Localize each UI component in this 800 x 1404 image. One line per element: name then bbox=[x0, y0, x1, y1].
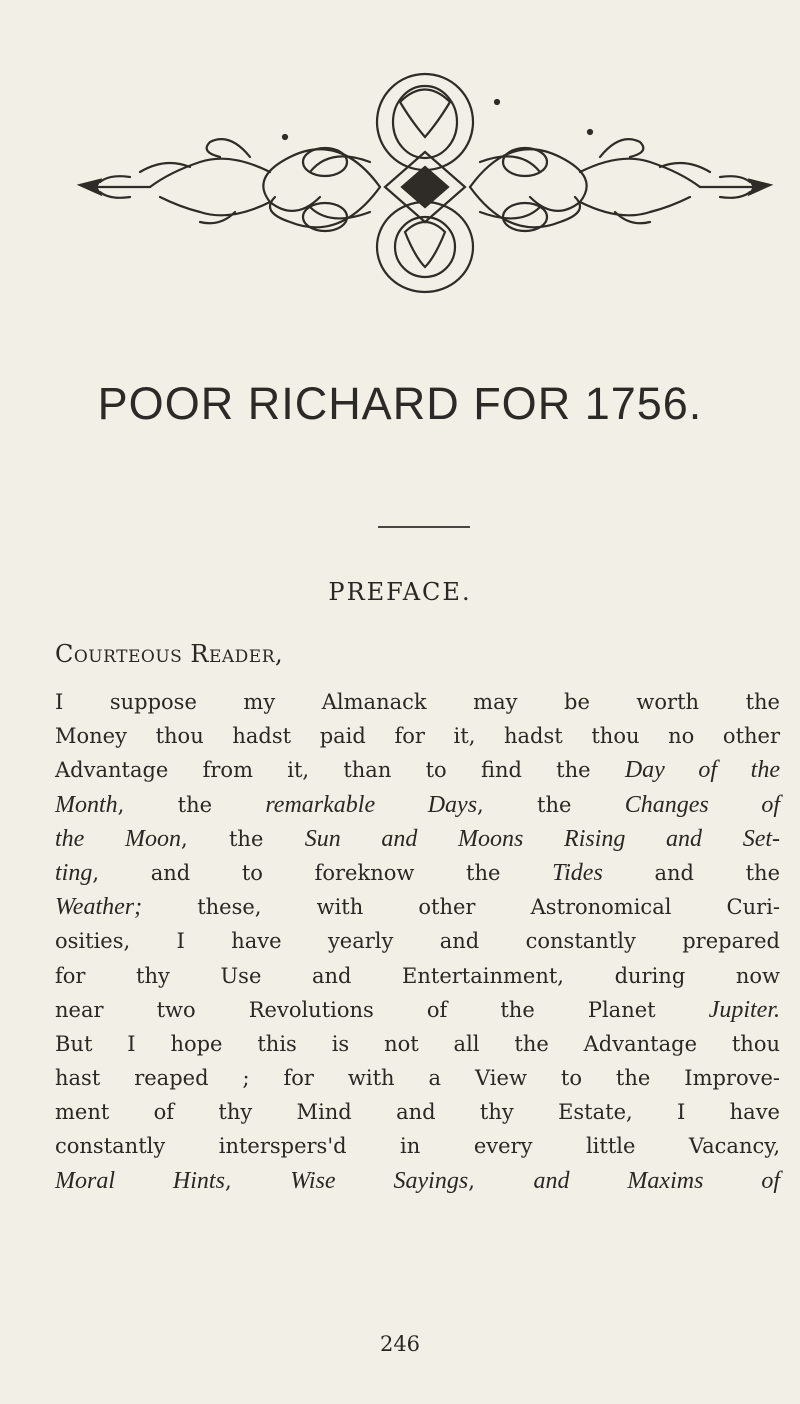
text-run: But I hope this is not all the Advantage thou bbox=[55, 1031, 780, 1056]
text-run: , the bbox=[117, 792, 266, 817]
text-run: for thy Use and Entertainment, during now bbox=[55, 963, 780, 988]
text-run: , and to foreknow the bbox=[92, 860, 553, 885]
title-divider bbox=[378, 526, 470, 528]
salutation bbox=[55, 640, 283, 668]
italic-text-run: Month bbox=[55, 791, 118, 818]
page-title: POOR RICHARD FOR 1756. bbox=[97, 378, 703, 429]
text-run: , bbox=[224, 1168, 291, 1193]
text-line bbox=[55, 788, 780, 822]
text-run: and the bbox=[602, 860, 781, 885]
text-run: hast reaped ; for with a View to the Improve- bbox=[55, 1066, 780, 1091]
text-line bbox=[55, 1027, 780, 1061]
italic-text-run: Wise Sayings bbox=[290, 1167, 469, 1194]
italic-text-run: Sun and Moons Rising and Set- bbox=[304, 825, 781, 852]
text-line bbox=[55, 1095, 780, 1129]
italic-text-run: Jupiter. bbox=[708, 996, 780, 1023]
text-run: constantly interspers'd in every little Vacancy, bbox=[55, 1134, 780, 1159]
text-line bbox=[55, 719, 780, 753]
text-run: I suppose my Almanack may be worth the bbox=[55, 690, 780, 714]
text-run: near two Revolutions of the Planet bbox=[55, 997, 709, 1022]
italic-text-run: Tides bbox=[552, 859, 603, 886]
italic-text-run: the Moon bbox=[55, 825, 181, 852]
italic-text-run: Day of the bbox=[624, 757, 780, 784]
text-line bbox=[55, 959, 780, 993]
text-line bbox=[55, 1164, 780, 1198]
text-run: Money thou hadst paid for it, hadst thou no other bbox=[55, 724, 780, 749]
italic-text-run: Changes of bbox=[624, 791, 781, 818]
text-run: , the bbox=[477, 792, 625, 817]
italic-text-run: Weather; bbox=[55, 894, 143, 921]
text-line bbox=[55, 993, 780, 1027]
italic-text-run: and Maxims of bbox=[533, 1167, 781, 1194]
text-run: , the bbox=[180, 826, 305, 851]
italic-text-run: ting bbox=[55, 859, 93, 886]
text-line bbox=[55, 1061, 780, 1095]
text-line bbox=[55, 856, 780, 890]
text-line bbox=[55, 822, 780, 856]
salutation-text: Courteous Reader, bbox=[55, 640, 284, 668]
text-run: ment of thy Mind and thy Estate, I have bbox=[55, 1100, 780, 1125]
italic-text-run: remarkable Days bbox=[265, 791, 478, 818]
body-paragraph bbox=[55, 685, 780, 1198]
section-heading: PREFACE. bbox=[328, 578, 472, 606]
text-line bbox=[55, 753, 780, 787]
text-run: these, with other Astronomical Curi- bbox=[142, 895, 780, 920]
ornament-headpiece-icon bbox=[70, 62, 780, 302]
text-line bbox=[55, 890, 780, 924]
text-line bbox=[55, 924, 780, 958]
text-run: , bbox=[468, 1168, 534, 1193]
italic-text-run: Moral Hints bbox=[55, 1167, 225, 1194]
text-line bbox=[55, 685, 780, 719]
text-run: Advantage from it, than to find the bbox=[55, 758, 625, 783]
text-run: osities, I have yearly and constantly prepared bbox=[55, 929, 780, 954]
text-line bbox=[55, 1129, 780, 1163]
page-number: 246 bbox=[379, 1332, 421, 1356]
